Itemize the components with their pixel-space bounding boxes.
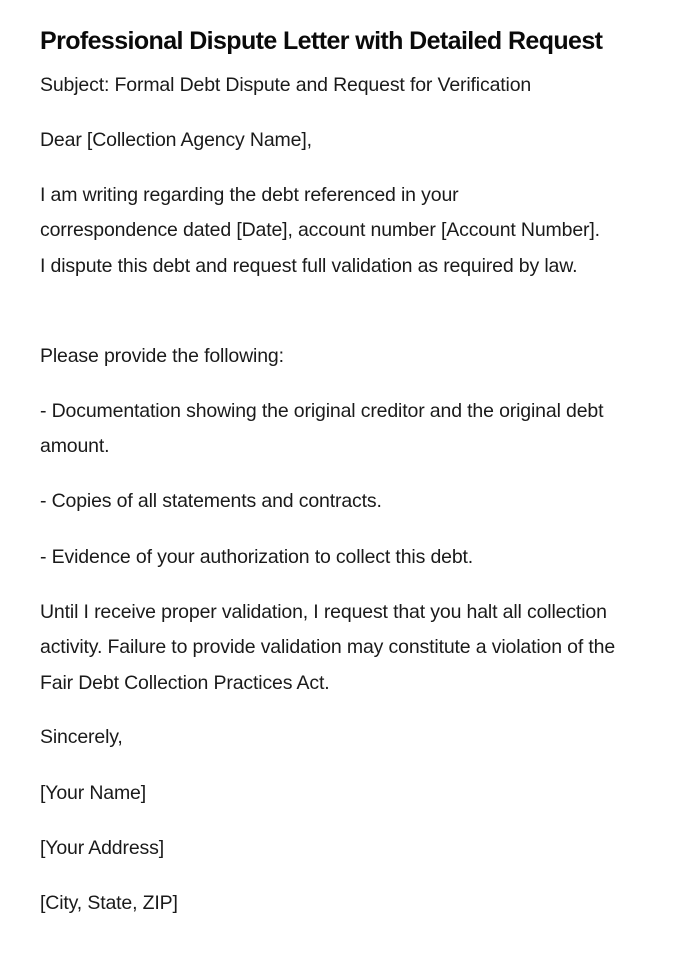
subject-line: Subject: Formal Debt Dispute and Request for Verification [40,74,532,96]
signature-city-state-zip: [City, State, ZIP] [40,892,178,914]
request-item-authorization: - Evidence of your authorization to collect this debt. [40,546,474,568]
document-title: Professional Dispute Letter with Detailed Request [40,27,603,55]
closing-paragraph: Until I receive proper validation, I request that you halt all collection activity. Failure to provide validation may constitute a violation of the Fair Debt Collection Practices Act. [40,601,616,694]
request-item-original-creditor: - Documentation showing the original creditor and the original debt amount. [40,400,604,458]
request-item-statements: - Copies of all statements and contracts. [40,490,382,512]
request-lead: Please provide the following: [40,345,284,367]
intro-paragraph: I am writing regarding the debt referenced in your correspondence dated [Date], account number [Account Number]. I dispute this debt and request full validation as required by law. [40,184,600,277]
salutation: Dear [Collection Agency Name], [40,129,312,151]
signature-name: [Your Name] [40,782,147,804]
sign-off: Sincerely, [40,726,123,748]
signature-address: [Your Address] [40,837,165,859]
